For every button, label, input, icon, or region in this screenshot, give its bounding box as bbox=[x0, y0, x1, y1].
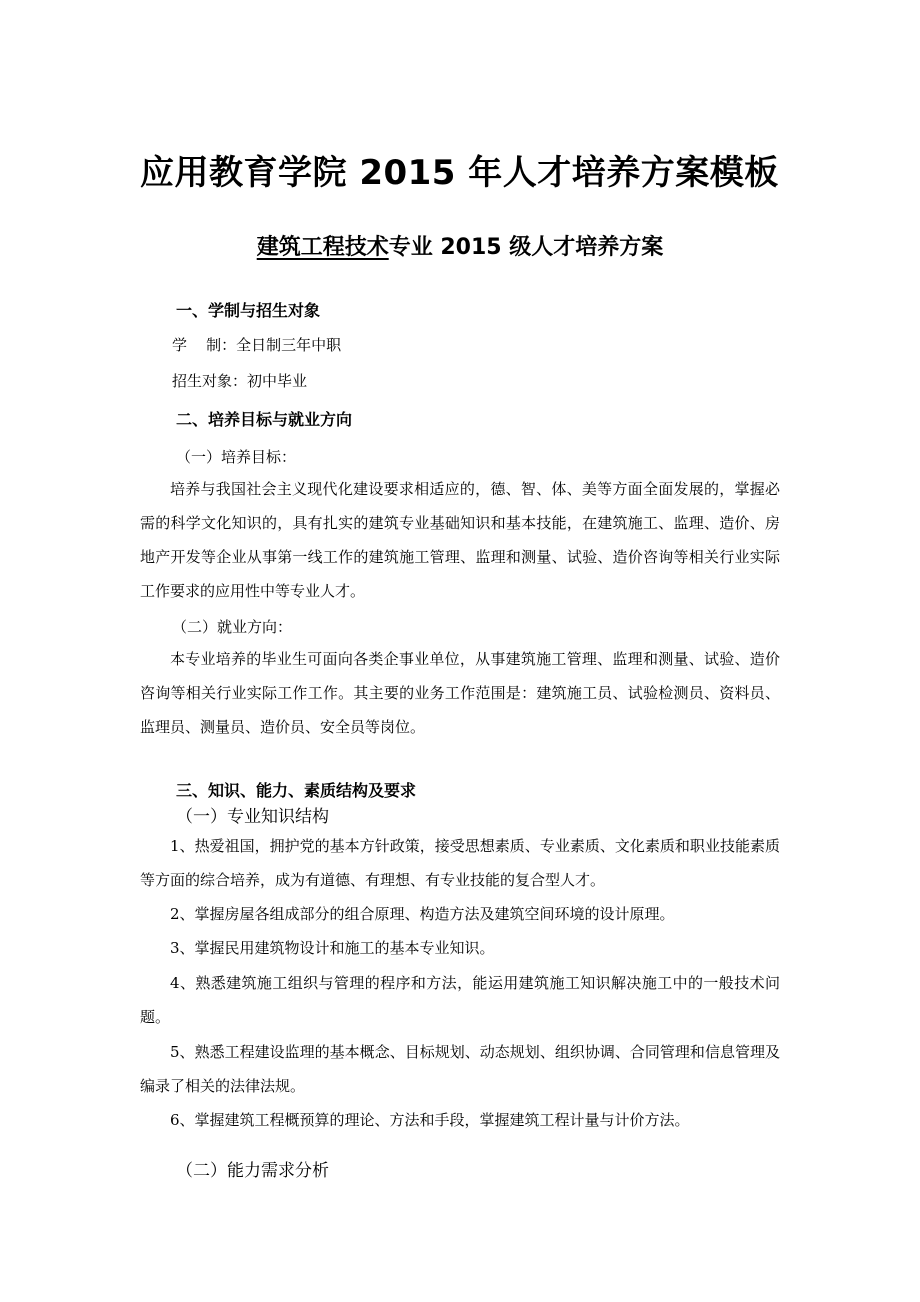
major-name: 建筑工程技术 bbox=[256, 235, 389, 260]
section2-heading: 二、培养目标与就业方向 bbox=[176, 410, 353, 429]
document-title: 应用教育学院 2015 年人才培养方案模板 bbox=[140, 153, 779, 193]
ability-subheading: （二）能力需求分析 bbox=[176, 1161, 329, 1181]
knowledge-item-4: 4、熟悉建筑施工组织与管理的程序和方法，能运用建筑施工知识解决施工中的一般技术问题。 bbox=[140, 974, 780, 1026]
knowledge-item-2: 2、掌握房屋各组成部分的组合原理、构造方法及建筑空间环境的设计原理。 bbox=[170, 905, 675, 923]
employment-subheading: （二）就业方向： bbox=[172, 618, 293, 636]
enrollment-line: 招生对象：初中毕业 bbox=[172, 372, 308, 390]
knowledge-item-3: 3、掌握民用建筑物设计和施工的基本专业知识。 bbox=[170, 939, 495, 957]
knowledge-item-6: 6、掌握建筑工程概预算的理论、方法和手段，掌握建筑工程计量与计价方法。 bbox=[170, 1111, 690, 1129]
knowledge-subheading: （一）专业知识结构 bbox=[176, 807, 329, 827]
section3-heading: 三、知识、能力、素质结构及要求 bbox=[176, 781, 417, 800]
goal-subheading: （一）培养目标： bbox=[176, 448, 297, 466]
schooling-line: 学 制：全日制三年中职 bbox=[172, 336, 342, 354]
goal-paragraph: 培养与我国社会主义现代化建设要求相适应的，德、智、体、美等方面全面发展的，掌握必需的科学文化知识的，具有扎实的建筑专业基础知识和基本技能，在建筑施工、监理、造价、房地产开发等企业从事第一线工作的建筑施工管理、监理和测量、试验、造价咨询等相关行业实际工作要求的应用性中等专业人才。 bbox=[140, 480, 780, 600]
knowledge-item-5: 5、熟悉工程建设监理的基本概念、目标规划、动态规划、组织协调、合同管理和信息管理及编录了相关的法律法规。 bbox=[140, 1043, 780, 1095]
employment-paragraph: 本专业培养的毕业生可面向各类企事业单位，从事建筑施工管理、监理和测量、试验、造价咨询等相关行业实际工作工作。其主要的业务工作范围是：建筑施工员、试验检测员、资料员、监理员、测量员、造价员、安全员等岗位。 bbox=[140, 650, 780, 736]
section1-heading: 一、学制与招生对象 bbox=[176, 301, 321, 320]
subtitle-rest: 专业 2015 级人才培养方案 bbox=[388, 235, 664, 260]
document-subtitle bbox=[0, 230, 920, 261]
knowledge-item-1: 1、热爱祖国，拥护党的基本方针政策，接受思想素质、专业素质、文化素质和职业技能素质等方面的综合培养，成为有道德、有理想、有专业技能的复合型人才。 bbox=[140, 837, 780, 889]
